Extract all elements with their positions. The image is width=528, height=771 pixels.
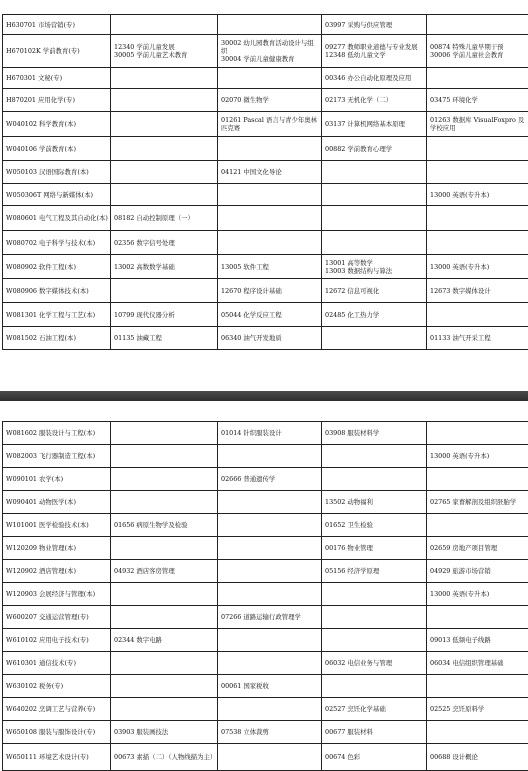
- course-cell: [218, 184, 322, 206]
- table-row: [3, 327, 528, 350]
- major-cell: [3, 255, 111, 279]
- course-cell: [111, 606, 218, 629]
- course-cell: [427, 161, 528, 184]
- course-cell: [322, 422, 427, 445]
- major-name: W040102 科学教育(本): [6, 120, 108, 128]
- course-table-bottom: [2, 421, 528, 771]
- major-cell: [3, 184, 111, 206]
- table-row: [3, 652, 528, 675]
- major-cell: [3, 327, 111, 350]
- course-cell: [427, 112, 528, 137]
- course-entry: 00688 设计概论: [430, 753, 528, 761]
- course-entry: 13000 英语(专升本): [430, 452, 528, 460]
- course-cell: [218, 514, 322, 537]
- table-row: [3, 231, 528, 255]
- major-name: W120903 会展经济与管理(本): [6, 590, 108, 598]
- course-entry: 01014 针织服装设计: [221, 429, 319, 437]
- major-name: W650108 服装与服饰设计(专): [6, 728, 108, 736]
- course-entry: 01135 油藏工程: [114, 334, 215, 342]
- course-cell: [111, 514, 218, 537]
- course-entry: 30002 幼儿园教育活动设计与组织: [221, 39, 319, 55]
- major-name: W640202 烹调工艺与营养(专): [6, 705, 108, 713]
- major-name: W630102 税务(专): [6, 682, 108, 690]
- course-cell: [427, 231, 528, 255]
- course-entry: 13003 数据结构与算法: [325, 267, 424, 275]
- course-cell: [218, 721, 322, 744]
- course-cell: [111, 206, 218, 231]
- course-cell: [427, 583, 528, 606]
- course-cell: [111, 112, 218, 137]
- course-cell: [218, 161, 322, 184]
- course-cell: [322, 491, 427, 514]
- table-row: [3, 279, 528, 303]
- course-cell: [322, 137, 427, 161]
- table-row: [3, 629, 528, 652]
- table-row: [3, 422, 528, 445]
- course-entry: 05044 化学反应工程: [221, 311, 319, 319]
- course-cell: [218, 698, 322, 721]
- course-entry: 06032 电信业务与管理: [325, 659, 424, 667]
- course-cell: [218, 231, 322, 255]
- course-cell: [427, 35, 528, 68]
- course-cell: [322, 161, 427, 184]
- major-cell: [3, 491, 111, 514]
- course-entry: 03903 服装画技法: [114, 728, 215, 736]
- table-row: [3, 537, 528, 560]
- course-cell: [322, 303, 427, 327]
- major-cell: [3, 303, 111, 327]
- course-entry: 07538 立体裁剪: [221, 728, 319, 736]
- course-entry: 02525 烹饪原料学: [430, 705, 528, 713]
- major-cell: [3, 112, 111, 137]
- course-entry: 01656 病原生物学及检验: [114, 521, 215, 529]
- course-entry: 00882 学前教育心理学: [325, 145, 424, 153]
- course-cell: [427, 675, 528, 698]
- course-cell: [427, 184, 528, 206]
- course-entry: 02666 普通遗传学: [221, 475, 319, 483]
- course-cell: [322, 583, 427, 606]
- table-row: [3, 445, 528, 468]
- course-cell: [218, 445, 322, 468]
- course-cell: [322, 206, 427, 231]
- table-row: [3, 675, 528, 698]
- course-entry: 13005 软件工程: [221, 263, 319, 271]
- major-cell: [3, 279, 111, 303]
- major-name: W040106 学前教育(本): [6, 145, 108, 153]
- course-cell: [322, 15, 427, 35]
- course-cell: [218, 606, 322, 629]
- table-row: [3, 35, 528, 68]
- table-row: [3, 184, 528, 206]
- course-entry: 30006 学前儿童社会教育: [430, 51, 528, 59]
- course-cell: [218, 279, 322, 303]
- course-cell: [427, 744, 528, 771]
- major-name: W081301 化学工程与工艺(本): [6, 311, 108, 319]
- course-entry: 00674 色彩: [325, 753, 424, 761]
- course-entry: 02070 微生物学: [221, 96, 319, 104]
- major-cell: [3, 583, 111, 606]
- major-name: W080702 电子科学与技术(本): [6, 239, 108, 247]
- major-name: W081602 服装设计与工程(本): [6, 429, 108, 437]
- course-cell: [427, 445, 528, 468]
- course-entry: 02173 无机化学（二）: [325, 96, 424, 104]
- course-cell: [111, 279, 218, 303]
- course-entry: 13000 英语(专升本): [430, 263, 528, 271]
- course-cell: [427, 422, 528, 445]
- table-row: [3, 583, 528, 606]
- course-cell: [427, 279, 528, 303]
- course-cell: [111, 15, 218, 35]
- course-cell: [322, 279, 427, 303]
- major-cell: [3, 675, 111, 698]
- course-cell: [218, 675, 322, 698]
- major-cell: [3, 468, 111, 491]
- table-row: [3, 303, 528, 327]
- course-cell: [111, 184, 218, 206]
- major-name: W050103 汉语国际教育(本): [6, 168, 108, 176]
- course-entry: 13002 高数数学基础: [114, 263, 215, 271]
- table-row: [3, 491, 528, 514]
- course-cell: [322, 255, 427, 279]
- table-row: [3, 15, 528, 35]
- course-entry: 13000 英语(专升本): [430, 590, 528, 598]
- course-cell: [427, 89, 528, 112]
- course-cell: [111, 721, 218, 744]
- course-cell: [322, 537, 427, 560]
- course-cell: [427, 560, 528, 583]
- course-cell: [111, 652, 218, 675]
- course-entry: 00061 国家税收: [221, 682, 319, 690]
- course-cell: [427, 491, 528, 514]
- major-cell: [3, 629, 111, 652]
- course-entry: 30004 学前儿童健康教育: [221, 55, 319, 63]
- course-entry: 02765 家畜解剖及组织胚胎学: [430, 498, 528, 506]
- course-cell: [111, 537, 218, 560]
- major-cell: [3, 15, 111, 35]
- course-cell: [218, 468, 322, 491]
- table-row: [3, 161, 528, 184]
- table-row: [3, 560, 528, 583]
- course-entry: 02527 烹饪化学基础: [325, 705, 424, 713]
- course-cell: [111, 35, 218, 68]
- course-cell: [322, 68, 427, 89]
- course-cell: [111, 68, 218, 89]
- course-entry: 13502 动物福利: [325, 498, 424, 506]
- major-cell: [3, 137, 111, 161]
- course-cell: [427, 206, 528, 231]
- course-entry: 09277 教师职业道德与专业发展: [325, 43, 424, 51]
- course-cell: [218, 652, 322, 675]
- major-name: W080906 数字媒体技术(本): [6, 287, 108, 295]
- course-cell: [111, 89, 218, 112]
- course-cell: [218, 422, 322, 445]
- course-cell: [322, 35, 427, 68]
- course-cell: [322, 560, 427, 583]
- course-entry: 01133 油气开采工程: [430, 334, 528, 342]
- course-cell: [111, 231, 218, 255]
- course-entry: 13000 英语(专升本): [430, 191, 528, 199]
- table-row: [3, 721, 528, 744]
- major-cell: [3, 422, 111, 445]
- course-cell: [322, 675, 427, 698]
- major-name: W050306T 网络与新媒体(本): [6, 191, 108, 199]
- major-cell: [3, 652, 111, 675]
- course-cell: [427, 698, 528, 721]
- major-name: H670301 文秘(专): [6, 74, 108, 82]
- major-cell: [3, 744, 111, 771]
- course-entry: 12348 低幼儿童文学: [325, 51, 424, 59]
- course-entry: 06034 电信组织管理基础: [430, 659, 528, 667]
- course-cell: [322, 327, 427, 350]
- course-entry: 01261 Pascal 语言与青少年奥林匹克赛: [221, 116, 319, 132]
- course-cell: [111, 161, 218, 184]
- course-cell: [218, 629, 322, 652]
- course-cell: [322, 468, 427, 491]
- course-entry: 09013 低频电子线路: [430, 636, 528, 644]
- course-cell: [322, 445, 427, 468]
- major-name: H630701 市场营销(专): [6, 21, 108, 29]
- course-entry: 02344 数字电路: [114, 636, 215, 644]
- course-entry: 12673 数字媒体设计: [430, 287, 528, 295]
- course-cell: [218, 112, 322, 137]
- major-cell: [3, 537, 111, 560]
- course-cell: [218, 15, 322, 35]
- course-cell: [427, 255, 528, 279]
- major-cell: [3, 161, 111, 184]
- table-row: [3, 112, 528, 137]
- major-cell: [3, 231, 111, 255]
- course-cell: [111, 698, 218, 721]
- course-entry: 04929 旅游市场营销: [430, 567, 528, 575]
- course-cell: [218, 491, 322, 514]
- course-cell: [427, 68, 528, 89]
- course-cell: [322, 629, 427, 652]
- course-cell: [111, 445, 218, 468]
- course-cell: [427, 606, 528, 629]
- course-cell: [111, 468, 218, 491]
- course-cell: [427, 514, 528, 537]
- course-cell: [218, 303, 322, 327]
- course-entry: 03137 计算机网络基本原理: [325, 120, 424, 128]
- table-row: [3, 514, 528, 537]
- major-cell: [3, 721, 111, 744]
- course-cell: [322, 112, 427, 137]
- table-row: [3, 89, 528, 112]
- course-entry: 02659 房地产项目管理: [430, 544, 528, 552]
- course-cell: [111, 629, 218, 652]
- major-cell: [3, 68, 111, 89]
- course-cell: [322, 231, 427, 255]
- course-entry: 01652 卫生检验: [325, 521, 424, 529]
- course-entry: 06340 油气开发地质: [221, 334, 319, 342]
- course-cell: [218, 583, 322, 606]
- course-cell: [218, 68, 322, 89]
- course-cell: [111, 491, 218, 514]
- course-entry: 08182 自动控制原理（一）: [114, 214, 215, 222]
- course-table-top: [2, 14, 528, 350]
- course-entry: 02356 数字信号处理: [114, 239, 215, 247]
- major-cell: [3, 514, 111, 537]
- course-entry: 00874 特殊儿童早期干预: [430, 43, 528, 51]
- course-cell: [218, 255, 322, 279]
- course-entry: 03908 服装材料学: [325, 429, 424, 437]
- course-cell: [322, 744, 427, 771]
- course-cell: [322, 184, 427, 206]
- major-name: H670102K 学前教育(专): [6, 47, 108, 55]
- table-row: [3, 606, 528, 629]
- major-name: W101001 医学检验技术(本): [6, 521, 108, 529]
- course-entry: 01263 数据库 VisualFoxpro 及学校应用: [430, 116, 528, 132]
- course-cell: [322, 514, 427, 537]
- course-entry: 03475 环境化学: [430, 96, 528, 104]
- major-name: W600207 交通运营管理(专): [6, 613, 108, 621]
- course-entry: 12672 信息可视化: [325, 287, 424, 295]
- course-entry: 02485 化工热力学: [325, 311, 424, 319]
- course-cell: [111, 583, 218, 606]
- course-cell: [111, 327, 218, 350]
- course-entry: 13001 高等数学: [325, 259, 424, 267]
- course-cell: [322, 652, 427, 675]
- major-cell: [3, 445, 111, 468]
- course-entry: 12670 程序设计基础: [221, 287, 319, 295]
- major-cell: [3, 206, 111, 231]
- course-cell: [111, 303, 218, 327]
- course-cell: [427, 629, 528, 652]
- course-entry: 03997 采购与供应管理: [325, 21, 424, 29]
- major-cell: [3, 606, 111, 629]
- course-cell: [111, 255, 218, 279]
- course-cell: [427, 327, 528, 350]
- course-entry: 12340 学前儿童发展: [114, 43, 215, 51]
- major-name: W610102 应用电子技术(专): [6, 636, 108, 644]
- table-row: [3, 255, 528, 279]
- major-name: W120902 酒店管理(本): [6, 567, 108, 575]
- table-row: [3, 137, 528, 161]
- course-cell: [427, 468, 528, 491]
- major-name: W120209 物业管理(本): [6, 544, 108, 552]
- course-cell: [322, 721, 427, 744]
- course-entry: 30005 学前儿童艺术教育: [114, 51, 215, 59]
- major-name: W080601 电气工程及其自动化(本): [6, 214, 108, 222]
- course-entry: 00677 服装材料: [325, 728, 424, 736]
- course-cell: [427, 303, 528, 327]
- table-row: [3, 744, 528, 771]
- table-row: [3, 468, 528, 491]
- course-cell: [427, 137, 528, 161]
- major-name: W090101 农学(本): [6, 475, 108, 483]
- course-cell: [111, 137, 218, 161]
- course-entry: 00673 素描（二）（人物线描为主）: [114, 753, 215, 761]
- course-cell: [218, 137, 322, 161]
- course-cell: [218, 89, 322, 112]
- major-cell: [3, 35, 111, 68]
- table-row: [3, 68, 528, 89]
- table-row: [3, 206, 528, 231]
- course-cell: [427, 15, 528, 35]
- major-name: W610301 通信技术(专): [6, 659, 108, 667]
- course-entry: 05156 经济学原理: [325, 567, 424, 575]
- course-entry: 07266 道路运输行政管理学: [221, 613, 319, 621]
- table-row: [3, 698, 528, 721]
- major-name: W090401 动物医学(本): [6, 498, 108, 506]
- course-cell: [427, 537, 528, 560]
- major-name: W650111 环境艺术设计(专): [6, 753, 108, 761]
- course-cell: [427, 652, 528, 675]
- course-entry: 10799 现代仪器分析: [114, 311, 215, 319]
- major-name: W080902 软件工程(本): [6, 263, 108, 271]
- course-cell: [322, 606, 427, 629]
- course-cell: [218, 206, 322, 231]
- major-cell: [3, 89, 111, 112]
- major-name: W082003 飞行器制造工程(本): [6, 452, 108, 460]
- course-cell: [111, 744, 218, 771]
- course-cell: [111, 422, 218, 445]
- course-entry: 04121 中国文化导论: [221, 168, 319, 176]
- major-cell: [3, 560, 111, 583]
- course-cell: [427, 721, 528, 744]
- course-cell: [111, 675, 218, 698]
- page-separator: [0, 391, 528, 401]
- major-cell: [3, 698, 111, 721]
- course-entry: 00346 办公自动化原理及应用: [325, 74, 424, 82]
- course-cell: [322, 89, 427, 112]
- major-name: H870201 应用化学(专): [6, 96, 108, 104]
- course-cell: [111, 560, 218, 583]
- course-cell: [218, 35, 322, 68]
- course-entry: 04932 酒店客房管理: [114, 567, 215, 575]
- course-entry: 00176 物业管理: [325, 544, 424, 552]
- course-cell: [218, 537, 322, 560]
- course-cell: [218, 744, 322, 771]
- major-name: W081502 石油工程(本): [6, 334, 108, 342]
- course-cell: [218, 560, 322, 583]
- course-cell: [322, 698, 427, 721]
- course-cell: [218, 327, 322, 350]
